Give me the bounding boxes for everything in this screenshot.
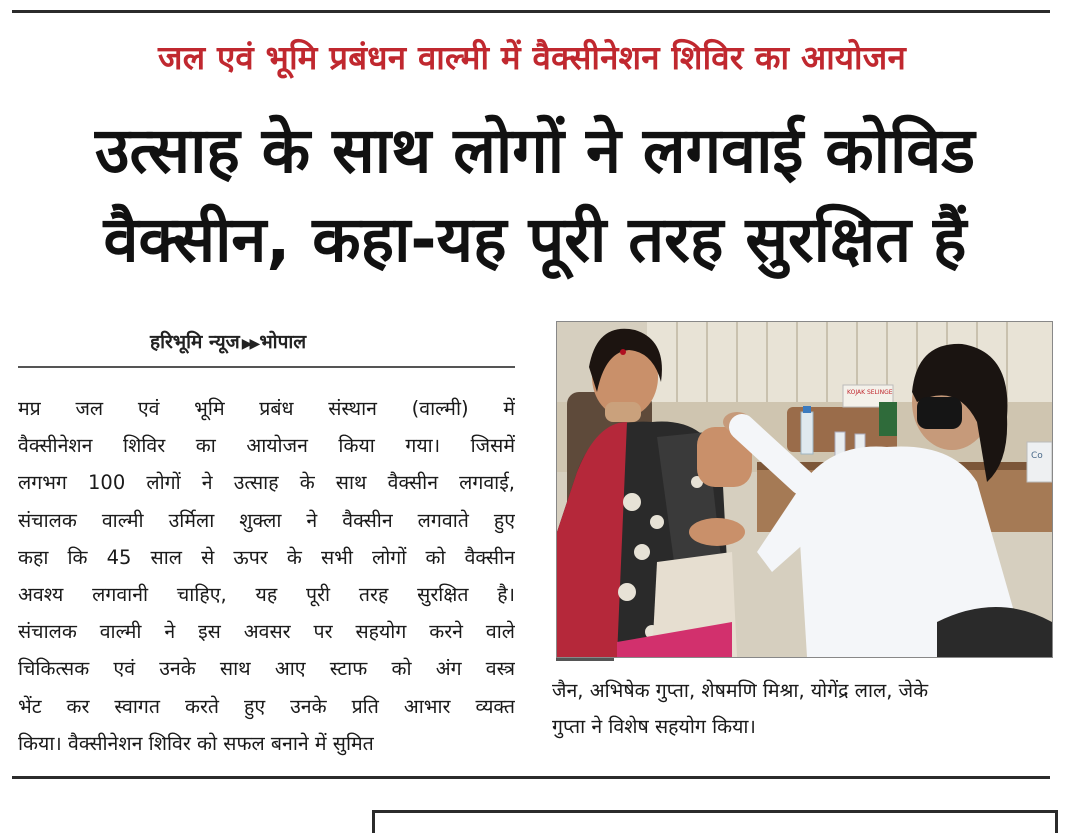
body-line: संचालक वाल्मी ने इस अवसर पर सहयोग करने वाले — [18, 620, 515, 644]
main-headline — [10, 106, 1060, 284]
photo-sign-text: KOJAK SELINGE — [847, 389, 893, 396]
body-line: किया। वैक्सीनेशन शिविर को सफल बनाने में सुमित — [18, 731, 374, 755]
body-line: लगभग 100 लोगों ने उत्साह के साथ वैक्सीन लगवाई, — [18, 471, 515, 495]
byline — [150, 328, 400, 354]
article-body — [18, 390, 515, 762]
body-line: संचालक वाल्मी उर्मिला शुक्ला ने वैक्सीन लगवाते हुए — [18, 508, 515, 532]
next-article-box — [372, 810, 1058, 833]
body-line: मप्र जल एवं भूमि प्रबंध संस्थान (वाल्मी) में — [18, 397, 515, 420]
body-line: भेंट कर स्वागत करते हुए उनके प्रति आभार व्यक्त — [18, 694, 515, 718]
vaccination-photo — [556, 321, 1053, 658]
continuation-line: गुप्ता ने विशेष सहयोग किया। — [552, 715, 756, 738]
body-line: वैक्सीनेशन शिविर का आयोजन किया गया। जिसमें — [18, 434, 515, 458]
byline-city: भोपाल — [259, 331, 307, 353]
continuation-line: जैन, अभिषेक गुप्ता, शेषमणि मिश्रा, योगेंद्र लाल, जेके — [552, 679, 929, 702]
photo-illustration — [557, 322, 1052, 657]
kicker-headline: जल एवं भूमि प्रबंधन वाल्मी में वैक्सीनेशन शिविर का आयोजन — [158, 38, 906, 77]
article-continuation — [552, 673, 1052, 745]
byline-rule — [18, 366, 515, 368]
byline-source: हरिभूमि न्यूज — [150, 331, 240, 353]
byline-arrow-icon: ▶▶ — [241, 336, 258, 352]
body-line: अवश्य लगवानी चाहिए, यह पूरी तरह सुरक्षित है। — [18, 583, 515, 607]
bottom-rule — [12, 776, 1050, 779]
top-rule — [12, 10, 1050, 13]
caption-rule — [556, 658, 614, 661]
body-line: चिकित्सक एवं उनके साथ आए स्टाफ को अंग वस्त्र — [18, 657, 515, 681]
photo-side-text: Co — [1031, 451, 1043, 461]
body-line: कहा कि 45 साल से ऊपर के सभी लोगों को वैक्सीन — [18, 545, 515, 569]
headline-line-1: उत्साह के साथ लोगों ने लगवाई कोविड — [94, 114, 976, 187]
headline-line-2: वैक्सीन, कहा-यह पूरी तरह सुरक्षित हैं — [103, 203, 967, 276]
